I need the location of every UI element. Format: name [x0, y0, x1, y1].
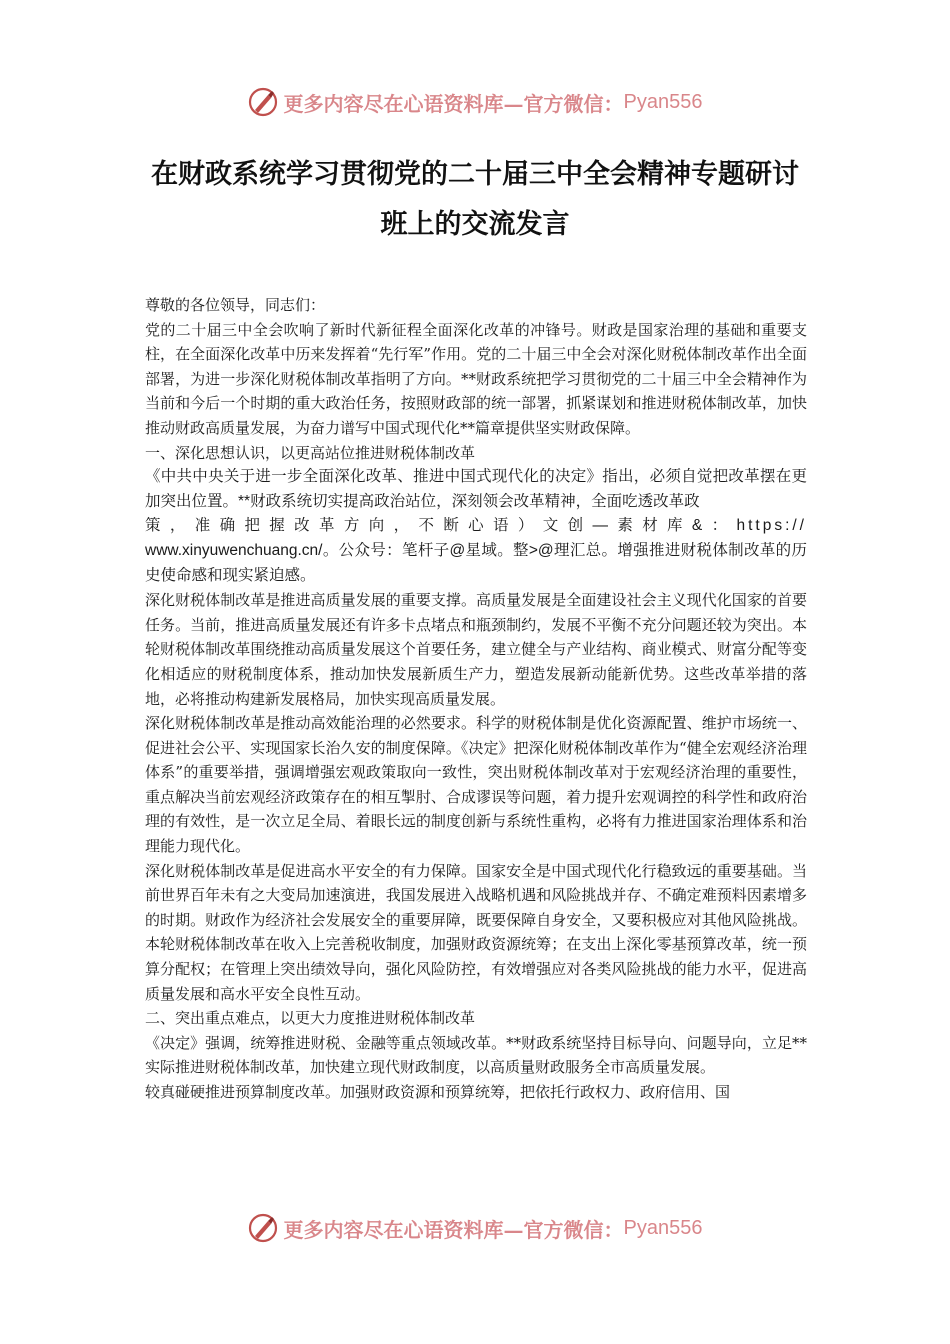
paragraph-high-quality-development: 深化财税体制改革是推进高质量发展的重要支撑。高质量发展是全面建设社会主义现代化国家的首要任务。当前，推进高质量发展还有许多卡点堵点和瓶颈制约，发展不平衡不充分问题还较为突出。本轮财税体制改革围绕推动高质量发展这个首要任务，建立健全与产业结构、商业模式、财富分配等变化相适应的财税制度体系，推动加快发展新质生产力，塑造发展新动能新优势。这些改革举措的落地，必将推动构建新发展格局，加快实现高质量发展。 [145, 591, 807, 708]
header-banner [0, 82, 950, 122]
section-heading-1: 一、深化思想认识，以更高站位推进财税体制改革 [145, 443, 476, 462]
inserted-paragraph-part-1: 《中共中央关于进一步全面深化改革、推进中国式现代化的决定》指出，必须自觉把改革摆在更加突出位置。**财政系统切实提高政治站位，深刻领会改革精神，全面吃透改革政 [145, 468, 807, 510]
paragraph-budget-reform: 较真碰硬推进预算制度改革。加强财政资源和预算统筹，把依托行政权力、政府信用、国 [145, 1083, 731, 1101]
section-heading-2: 二、突出重点难点，以更大力度推进财税体制改革 [145, 1009, 476, 1028]
pen-circle-logo-icon [248, 1213, 278, 1243]
inserted-paragraph-part-3: www.xinyuwenchuang.cn/。公众号：笔杆子@星域。整>@理汇总。增强推进财税体制改革的历史使命感和现实紧迫感。 [145, 541, 807, 584]
banner-slogan: 更多内容尽在心语资料库—官方微信： [283, 91, 624, 116]
banner-wechat-id: Pyan556 [623, 90, 703, 113]
banner-wechat-id: Pyan556 [623, 1216, 703, 1239]
intro-paragraph: 党的二十届三中全会吹响了新时代新征程全面深化改革的冲锋号。财政是国家治理的基础和重要支柱，在全面深化改革中历来发挥着“先行军”作用。党的二十届三中全会对深化财税体制改革作出全面部署，为进一步深化财税体制改革指明了方向。**财政系统把学习贯彻党的二十届三中全会精神作为当前和今后一个时期的重大政治任务，按照财政部的统一部署，抓紧谋划和推进财税体制改革，加快推动财政高质量发展，为奋力谱写中国式现代化**篇章提供坚实财政保障。 [145, 320, 807, 437]
paragraph-security: 深化财税体制改革是促进高水平安全的有力保障。国家安全是中国式现代化行稳致远的重要基础。当前世界百年未有之大变局加速演进，我国发展进入战略机遇和风险挑战并存、不确定难预料因素增多的时期。财政作为经济社会发展安全的重要屏障，既要保障自身安全，又要积极应对其他风险挑战。本轮财税体制改革在收入上完善税收制度，加强财政资源统筹；在支出上深化零基预算改革，统一预算分配权；在管理上突出绩效导向，强化风险防控，有效增强应对各类风险挑战的能力水平，促进高质量发展和高水平安全良性互动。 [145, 861, 807, 1003]
banner-slogan: 更多内容尽在心语资料库—官方微信： [283, 1217, 624, 1242]
footer-banner [0, 1208, 950, 1248]
paragraph-governance: 深化财税体制改革是推动高效能治理的必然要求。科学的财税体制是优化资源配置、维护市场统一、促进社会公平、实现国家长治久安的制度保障。《决定》把深化财税体制改革作为“健全宏观经济治理体系”的重要举措，强调增强宏观政策取向一致性，突出财税体制改革对于宏观经济治理的重要性，重点解决当前宏观经济政策存在的相互掣肘、合成谬误等问题，着力提升宏观调控的科学性和政府治理的有效性，是一次立足全局、着眼长远的制度创新与系统性重构，必将有力推进国家治理体系和治理能力现代化。 [145, 714, 807, 856]
document-body [145, 293, 807, 1105]
pen-circle-logo-icon [248, 87, 278, 117]
salutation: 尊敬的各位领导，同志们： [145, 296, 326, 314]
page-title: 在财政系统学习贯彻党的二十届三中全会精神专题研讨班上的交流发言 [151, 159, 799, 240]
paragraph-decision: 《决定》强调，统筹推进财税、金融等重点领域改革。**财政系统坚持目标导向、问题导向，立足**实际推进财税体制改革，加快建立现代财政制度，以高质量财政服务全市高质量发展。 [145, 1033, 807, 1077]
inserted-paragraph-part-2: 策，准确把握改革方向，不断心语）文创—素材库&：https:// [145, 517, 807, 535]
